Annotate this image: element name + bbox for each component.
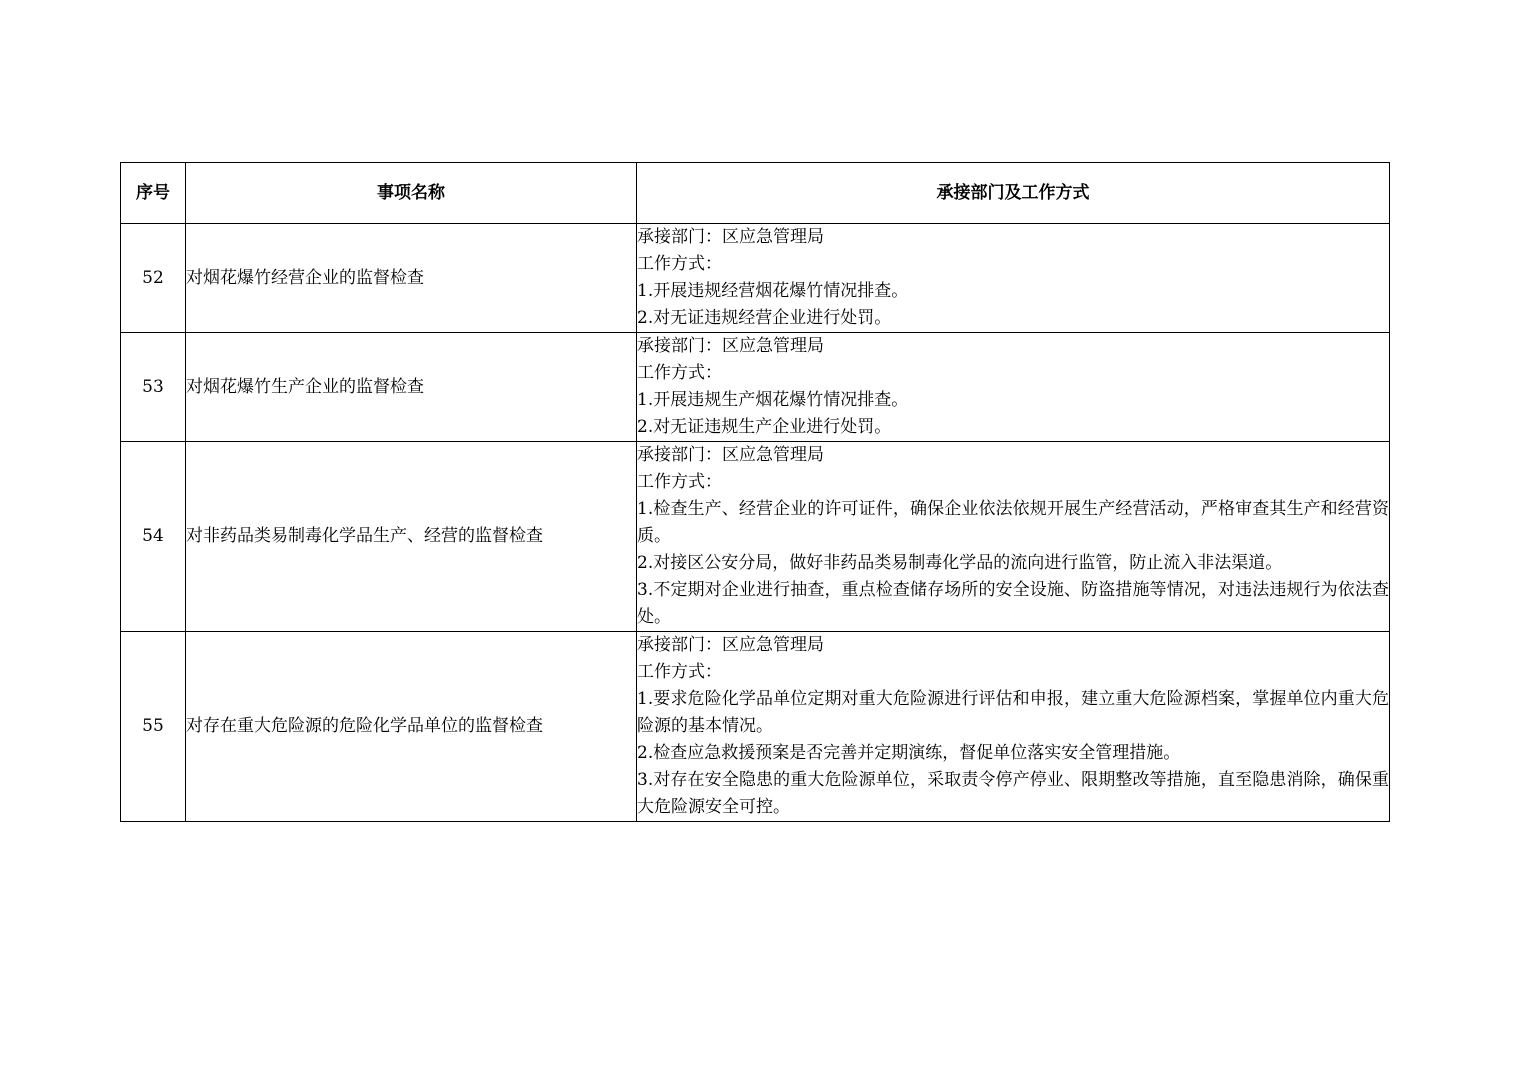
row-seq: 55 — [121, 632, 186, 822]
method-item: 3.不定期对企业进行抽查，重点检查储存场所的安全设施、防盗措施等情况，对违法违规行为依法查处。 — [637, 580, 1389, 627]
method-item: 1.检查生产、经营企业的许可证件，确保企业依法依规开展生产经营活动，严格审查其生产和经营资质。 — [637, 499, 1389, 546]
method-label: 工作方式： — [637, 254, 722, 274]
method-item: 3.对存在安全隐患的重大危险源单位，采取责令停产停业、限期整改等措施，直至隐患消除，确保重大危险源安全可控。 — [637, 770, 1389, 817]
items-table — [120, 162, 1390, 822]
dept-line: 承接部门：区应急管理局 — [637, 635, 824, 655]
row-item-name: 对非药品类易制毒化学品生产、经营的监督检查 — [186, 442, 637, 632]
dept-line: 承接部门：区应急管理局 — [637, 336, 824, 356]
row-dept-method — [637, 442, 1390, 632]
method-item: 2.对接区公安分局，做好非药品类易制毒化学品的流向进行监管，防止流入非法渠道。 — [637, 553, 1283, 573]
row-item-name: 对存在重大危险源的危险化学品单位的监督检查 — [186, 632, 637, 822]
row-seq: 52 — [121, 224, 186, 333]
row-dept-method — [637, 224, 1390, 333]
method-label: 工作方式： — [637, 662, 722, 682]
header-dept-method: 承接部门及工作方式 — [637, 163, 1390, 224]
header-item-name: 事项名称 — [186, 163, 637, 224]
method-item: 1.开展违规经营烟花爆竹情况排查。 — [637, 281, 909, 301]
method-item: 1.要求危险化学品单位定期对重大危险源进行评估和申报，建立重大危险源档案，掌握单位内重大危险源的基本情况。 — [637, 689, 1389, 736]
dept-line: 承接部门：区应急管理局 — [637, 227, 824, 247]
method-item: 2.对无证违规经营企业进行处罚。 — [637, 308, 892, 328]
table-row — [121, 224, 1390, 333]
method-item: 2.对无证违规生产企业进行处罚。 — [637, 417, 892, 437]
method-label: 工作方式： — [637, 363, 722, 383]
dept-line: 承接部门：区应急管理局 — [637, 445, 824, 465]
row-seq: 54 — [121, 442, 186, 632]
table-row — [121, 442, 1390, 632]
header-row — [121, 163, 1390, 224]
row-dept-method — [637, 632, 1390, 822]
table-row — [121, 632, 1390, 822]
header-seq: 序号 — [121, 163, 186, 224]
row-item-name: 对烟花爆竹经营企业的监督检查 — [186, 224, 637, 333]
method-item: 1.开展违规生产烟花爆竹情况排查。 — [637, 390, 909, 410]
table-row — [121, 333, 1390, 442]
row-seq: 53 — [121, 333, 186, 442]
row-item-name: 对烟花爆竹生产企业的监督检查 — [186, 333, 637, 442]
method-item: 2.检查应急救援预案是否完善并定期演练，督促单位落实安全管理措施。 — [637, 743, 1181, 763]
row-dept-method — [637, 333, 1390, 442]
method-label: 工作方式： — [637, 472, 722, 492]
